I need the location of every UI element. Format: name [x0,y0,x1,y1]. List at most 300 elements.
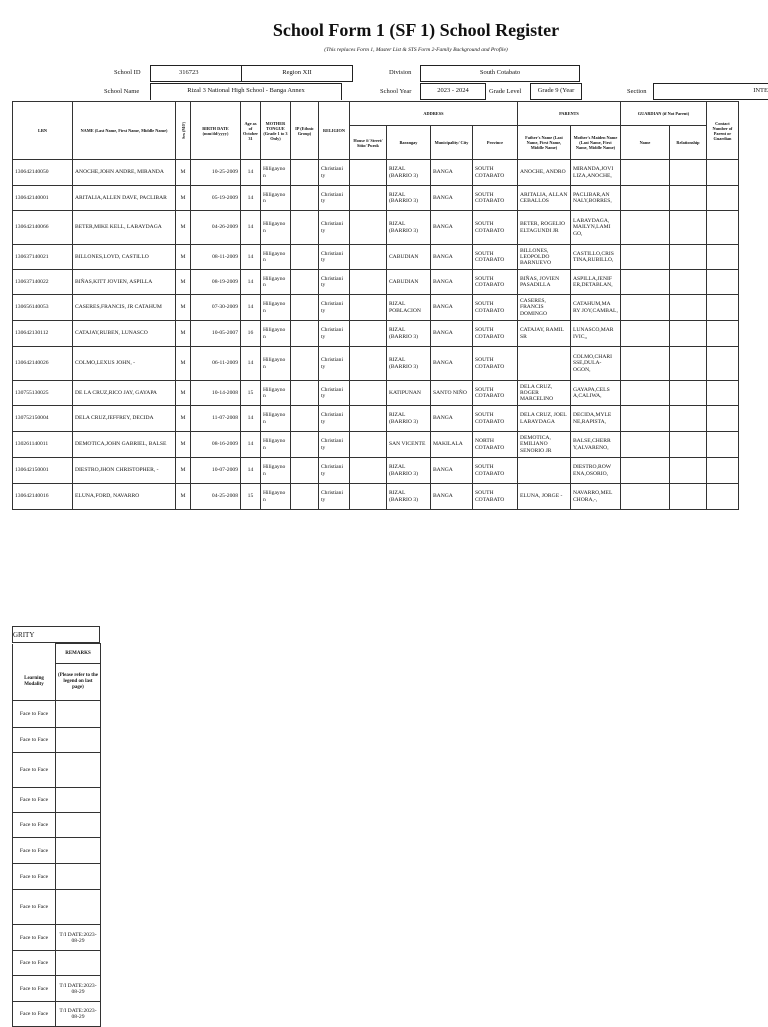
cell-house [349,458,386,484]
cell-religion: Christiani ty [318,347,349,381]
cell-municipality: BANGA [430,406,472,432]
school-name-label: School Name [104,88,140,95]
cell-religion: Christiani ty [318,484,349,510]
cell-mother: ASPILLA,JENIF ER,DETABLAN, [570,270,620,295]
cell-relationship [669,458,706,484]
cell-guardian-name [620,295,669,321]
cell-guardian-name [620,458,669,484]
cell-birth-date: 10-14-2008 [191,381,241,406]
cell-contact [706,211,738,245]
cell-birth-date: 05-19-2009 [191,186,241,211]
col-parents: PARENTS [517,102,620,126]
section-value: INTE [653,83,768,100]
col-contact: Contact Number of Parent or Guardian [706,102,738,160]
cell-barangay: RIZAL (BARRIO 3) [386,211,430,245]
cell-contact [706,432,738,458]
cell-name: DE LA CRUZ,RICO JAY, GAYAPA [73,381,176,406]
remark-cell [56,951,101,976]
cell-lrn: 130752150004 [13,406,73,432]
cell-religion: Christiani ty [318,295,349,321]
modality-cell: Face to Face [13,1002,56,1027]
grade-level-label: Grade Level [489,88,522,95]
cell-lrn: 130642140001 [13,186,73,211]
cell-ip [290,321,318,347]
cell-father: ELUNA, JORGE - [517,484,570,510]
cell-lrn: 130637140022 [13,270,73,295]
cell-father: BILLONES, LEOPOLDO BARNUEVO [517,245,570,270]
list-item [13,925,101,951]
cell-barangay: RIZAL (BARRIO 3) [386,186,430,211]
cell-mother: LABAYDAGA, MAILYN,LAMI GO, [570,211,620,245]
cell-ip [290,432,318,458]
cell-lrn: 130755130025 [13,381,73,406]
remark-cell: T/I DATE:2023- 08-29 [56,1002,101,1027]
grity-label: GRITY [12,626,100,643]
cell-father [517,347,570,381]
cell-mother-tongue: Hiligayno n [260,321,290,347]
cell-age: 14 [241,160,261,186]
cell-relationship [669,270,706,295]
modality-cell: Face to Face [13,864,56,890]
cell-province: SOUTH COTABATO [472,484,517,510]
cell-lrn: 130642140066 [13,211,73,245]
col-sex [176,102,191,160]
cell-sex: M [176,381,191,406]
cell-mother-tongue: Hiligayno n [260,186,290,211]
cell-religion: Christiani ty [318,321,349,347]
cell-province: SOUTH COTABATO [472,295,517,321]
cell-guardian-name [620,484,669,510]
cell-mother-tongue: Hiligayno n [260,295,290,321]
cell-name: ARITALIA,ALLEN DAVE, PACLIBAR [73,186,176,211]
cell-birth-date: 08-16-2009 [191,432,241,458]
cell-religion: Christiani ty [318,245,349,270]
table-row [13,458,739,484]
col-birth-date: BIRTH DATE (mm/dd/yyyy) [191,102,241,160]
cell-sex: M [176,484,191,510]
cell-province: SOUTH COTABATO [472,211,517,245]
cell-barangay: RIZAL (BARRIO 3) [386,406,430,432]
cell-guardian-name [620,432,669,458]
cell-religion: Christiani ty [318,270,349,295]
cell-religion: Christiani ty [318,160,349,186]
cell-mother: NAVARRO,MEL CHORA,-, [570,484,620,510]
cell-lrn: 130261140011 [13,432,73,458]
cell-father: DELA CRUZ, JOEL LABAYDAGA [517,406,570,432]
col-mother: Mother's Maiden Name (Last Name, First Name, Middle Name) [570,126,620,160]
region-value: Region XII [241,65,353,82]
cell-lrn: 130642140050 [13,160,73,186]
cell-father: DEMOTICA, EMILIANO SENORIO JR [517,432,570,458]
cell-municipality: BANGA [430,295,472,321]
cell-name: BIÑAS,KITT JOVIEN, ASPILLA [73,270,176,295]
cell-father: ARITALIA, ALLAN CEBALLOS [517,186,570,211]
cell-name: DEMOTICA,JOHN GABRIEL, BALSE [73,432,176,458]
cell-name: DELA CRUZ,JEFFREY, DECIDA [73,406,176,432]
cell-relationship [669,160,706,186]
cell-name: COLMO,LEXUS JOHN, - [73,347,176,381]
cell-birth-date: 08-11-2009 [191,245,241,270]
cell-contact [706,458,738,484]
cell-mother-tongue: Hiligayno n [260,432,290,458]
cell-barangay: RIZAL POBLACION [386,295,430,321]
cell-barangay: RIZAL (BARRIO 3) [386,484,430,510]
cell-mother: GAYAPA,CELS A,CALIWA, [570,381,620,406]
modality-cell: Face to Face [13,890,56,925]
cell-province: SOUTH COTABATO [472,381,517,406]
cell-guardian-name [620,347,669,381]
section-label: Section [627,88,647,95]
cell-municipality: BANGA [430,270,472,295]
table-row [13,186,739,211]
table-row [13,211,739,245]
cell-province: SOUTH COTABATO [472,186,517,211]
cell-father [517,458,570,484]
remark-cell [56,753,101,788]
modality-cell: Face to Face [13,838,56,864]
cell-house [349,245,386,270]
cell-relationship [669,406,706,432]
cell-sex: M [176,160,191,186]
cell-sex: M [176,245,191,270]
cell-municipality: MAKILALA [430,432,472,458]
cell-birth-date: 10-25-2009 [191,160,241,186]
table-row [13,484,739,510]
cell-municipality: BANGA [430,211,472,245]
remark-cell [56,864,101,890]
cell-sex: M [176,186,191,211]
cell-municipality: BANGA [430,186,472,211]
modality-cell: Face to Face [13,813,56,838]
cell-guardian-name [620,186,669,211]
cell-mother-tongue: Hiligayno n [260,245,290,270]
cell-mother-tongue: Hiligayno n [260,381,290,406]
cell-mother-tongue: Hiligayno n [260,270,290,295]
cell-sex: M [176,406,191,432]
col-guardian: GUARDIAN (if Not Parent) [620,102,706,126]
cell-relationship [669,484,706,510]
cell-sex: M [176,458,191,484]
cell-mother: MIRANDA,JOVI LIZA,ANOCHE, [570,160,620,186]
cell-province: SOUTH COTABATO [472,160,517,186]
cell-mother-tongue: Hiligayno n [260,484,290,510]
cell-barangay: RIZAL (BARRIO 3) [386,347,430,381]
cell-birth-date: 08-19-2009 [191,270,241,295]
cell-barangay: CABUDIAN [386,245,430,270]
cell-province: SOUTH COTABATO [472,321,517,347]
col-municipality: Municipality/ City [430,126,472,160]
cell-guardian-name [620,270,669,295]
cell-sex: M [176,295,191,321]
col-relationship: Relationship [669,126,706,160]
cell-municipality: BANGA [430,484,472,510]
cell-religion: Christiani ty [318,406,349,432]
cell-religion: Christiani ty [318,432,349,458]
cell-age: 15 [241,381,261,406]
list-item [13,890,101,925]
cell-lrn: 130642140016 [13,484,73,510]
col-house: House #/ Street/ Sitio/ Purok [349,126,386,160]
cell-house [349,270,386,295]
cell-house [349,381,386,406]
col-sex-label: Sex (M/F) [180,121,186,139]
cell-name: ELUNA,FORD, NAVARRO [73,484,176,510]
cell-ip [290,245,318,270]
division-label: Division [389,69,412,76]
cell-father: DELA CRUZ, ROGER MARCELINO [517,381,570,406]
cell-guardian-name [620,211,669,245]
remark-cell [56,838,101,864]
modality-header-top [13,644,56,664]
cell-house [349,186,386,211]
cell-birth-date: 07-30-2009 [191,295,241,321]
remark-cell [56,890,101,925]
modality-cell: Face to Face [13,788,56,813]
modality-cell: Face to Face [13,701,56,728]
school-name-value: Rizal 3 National High School - Banga Annex [150,83,342,100]
cell-age: 14 [241,295,261,321]
cell-sex: M [176,432,191,458]
cell-ip [290,211,318,245]
cell-birth-date: 10-07-2009 [191,458,241,484]
table-row [13,245,739,270]
list-item [13,788,101,813]
cell-ip [290,295,318,321]
cell-mother-tongue: Hiligayno n [260,211,290,245]
cell-mother: CASTILLO,CRIS TINA,RUBILLO, [570,245,620,270]
cell-contact [706,321,738,347]
form-subtitle: (This replaces Form 1, Master List & STS Form 2-Family Background and Profile) [324,47,508,53]
school-year-value: 2023 - 2024 [420,83,486,100]
cell-age: 14 [241,245,261,270]
cell-barangay: CABUDIAN [386,270,430,295]
cell-relationship [669,381,706,406]
cell-lrn: 130656140053 [13,295,73,321]
cell-province: SOUTH COTABATO [472,245,517,270]
cell-contact [706,270,738,295]
remark-cell [56,728,101,753]
table-row [13,270,739,295]
table-row [13,347,739,381]
cell-mother: DECIDA,MYLE NE,RAPISTA, [570,406,620,432]
cell-contact [706,245,738,270]
remark-cell: T/I DATE:2023- 08-29 [56,976,101,1002]
cell-municipality: BANGA [430,347,472,381]
cell-father: ANOCHE, ANDRO [517,160,570,186]
cell-lrn: 130642130112 [13,321,73,347]
cell-barangay: SAN VICENTE [386,432,430,458]
col-province: Province [472,126,517,160]
school-id-value: 316723 [150,65,242,82]
table-row [13,406,739,432]
col-barangay: Barangay [386,126,430,160]
cell-religion: Christiani ty [318,211,349,245]
cell-relationship [669,186,706,211]
col-religion: RELIGION [318,102,349,160]
table-row [13,321,739,347]
cell-ip [290,381,318,406]
cell-religion: Christiani ty [318,186,349,211]
cell-ip [290,186,318,211]
table-row [13,381,739,406]
list-item [13,976,101,1002]
cell-relationship [669,211,706,245]
col-age: Age as of October 31 [241,102,261,160]
cell-birth-date: 06-11-2009 [191,347,241,381]
cell-contact [706,160,738,186]
remarks-table [12,643,101,1027]
cell-name: ANOCHE,JOHN ANDRE, MIRANDA [73,160,176,186]
table-row [13,160,739,186]
list-item [13,838,101,864]
cell-contact [706,406,738,432]
cell-house [349,347,386,381]
list-item [13,728,101,753]
cell-mother: LUNASCO,MAR IVIC,, [570,321,620,347]
cell-house [349,295,386,321]
remark-cell: T/I DATE:2023- 08-29 [56,925,101,951]
cell-religion: Christiani ty [318,381,349,406]
list-item [13,701,101,728]
cell-age: 14 [241,211,261,245]
cell-mother-tongue: Hiligayno n [260,347,290,381]
cell-guardian-name [620,321,669,347]
col-father: Father's Name (Last Name, First Name, Middle Name) [517,126,570,160]
table-row [13,432,739,458]
cell-name: DIESTRO,JHON CHRISTOPHER, - [73,458,176,484]
modality-cell: Face to Face [13,976,56,1002]
cell-province: SOUTH COTABATO [472,347,517,381]
cell-father: CATAJAY, RAMIL SR [517,321,570,347]
cell-sex: M [176,347,191,381]
cell-house [349,321,386,347]
cell-ip [290,347,318,381]
cell-age: 14 [241,458,261,484]
cell-age: 15 [241,484,261,510]
cell-contact [706,186,738,211]
cell-sex: M [176,211,191,245]
cell-mother-tongue: Hiligayno n [260,458,290,484]
cell-guardian-name [620,160,669,186]
cell-contact [706,295,738,321]
modality-cell: Face to Face [13,728,56,753]
remark-cell [56,788,101,813]
form-title: School Form 1 (SF 1) School Register [272,20,560,40]
col-name: NAME (Last Name, First Name, Middle Name) [73,102,176,160]
cell-lrn: 130642140026 [13,347,73,381]
col-mother-tongue: MOTHER TONGUE (Grade 1 to 3 Only) [260,102,290,160]
school-id-label: School ID [114,69,141,76]
col-lrn: LRN [13,102,73,160]
cell-barangay: KATIPUNAN [386,381,430,406]
cell-house [349,484,386,510]
modality-cell: Face to Face [13,925,56,951]
cell-age: 16 [241,321,261,347]
legend-note: (Please refer to the legend on last page) [56,664,101,701]
cell-house [349,211,386,245]
modality-cell: Face to Face [13,753,56,788]
division-value: South Cotabato [420,65,580,82]
cell-mother: DIESTRO,ROW ENA,OSORIO, [570,458,620,484]
cell-contact [706,484,738,510]
cell-ip [290,406,318,432]
cell-name: BILLONES,LOYD, CASTILLO [73,245,176,270]
cell-guardian-name [620,406,669,432]
cell-ip [290,484,318,510]
cell-house [349,160,386,186]
cell-municipality: BANGA [430,321,472,347]
cell-birth-date: 04-25-2008 [191,484,241,510]
register-table [12,101,739,510]
grade-level-value: Grade 9 (Year [530,83,582,100]
cell-house [349,432,386,458]
cell-name: CASERES,FRANCIS, JR CATAHUM [73,295,176,321]
list-item [13,1002,101,1027]
col-guardian-name: Name [620,126,669,160]
cell-birth-date: 11-07-2008 [191,406,241,432]
cell-relationship [669,245,706,270]
cell-religion: Christiani ty [318,458,349,484]
cell-municipality: BANGA [430,458,472,484]
list-item [13,864,101,890]
cell-age: 14 [241,347,261,381]
cell-sex: M [176,270,191,295]
table-row [13,295,739,321]
cell-province: NORTH COTABATO [472,432,517,458]
cell-mother: BALSE,CHERR Y,ALVARENO, [570,432,620,458]
remarks-header: REMARKS [56,644,101,664]
cell-relationship [669,295,706,321]
cell-relationship [669,321,706,347]
cell-mother: COLMO,CHARI SSE,DULA- OGON, [570,347,620,381]
cell-barangay: RIZAL (BARRIO 3) [386,160,430,186]
list-item [13,951,101,976]
cell-father: BIÑAS, JOVIEN PASADILLA [517,270,570,295]
col-ip: IP (Ethnic Group) [290,102,318,160]
cell-mother-tongue: Hiligayno n [260,160,290,186]
cell-contact [706,347,738,381]
cell-name: BETER,MIKE KELL, LABAYDAGA [73,211,176,245]
school-year-label: School Year [380,88,412,95]
cell-relationship [669,347,706,381]
cell-mother: CATAHUM,MA RY JOY,CAMBAL, [570,295,620,321]
cell-contact [706,381,738,406]
col-address: ADDRESS [349,102,517,126]
cell-house [349,406,386,432]
cell-guardian-name [620,245,669,270]
cell-lrn: 130637140021 [13,245,73,270]
cell-province: SOUTH COTABATO [472,406,517,432]
remark-cell [56,813,101,838]
modality-cell: Face to Face [13,951,56,976]
cell-municipality: BANGA [430,245,472,270]
learning-modality-header: Learning Modality [13,664,56,701]
cell-birth-date: 10-05-2007 [191,321,241,347]
cell-birth-date: 04-26-2009 [191,211,241,245]
cell-ip [290,270,318,295]
cell-barangay: RIZAL (BARRIO 3) [386,458,430,484]
cell-father: BETER, ROGELIO ELTAGUNDI JR [517,211,570,245]
cell-relationship [669,432,706,458]
cell-sex: M [176,321,191,347]
cell-barangay: RIZAL (BARRIO 3) [386,321,430,347]
cell-province: SOUTH COTABATO [472,458,517,484]
cell-ip [290,458,318,484]
cell-lrn: 130642150001 [13,458,73,484]
cell-age: 14 [241,406,261,432]
remark-cell [56,701,101,728]
cell-ip [290,160,318,186]
